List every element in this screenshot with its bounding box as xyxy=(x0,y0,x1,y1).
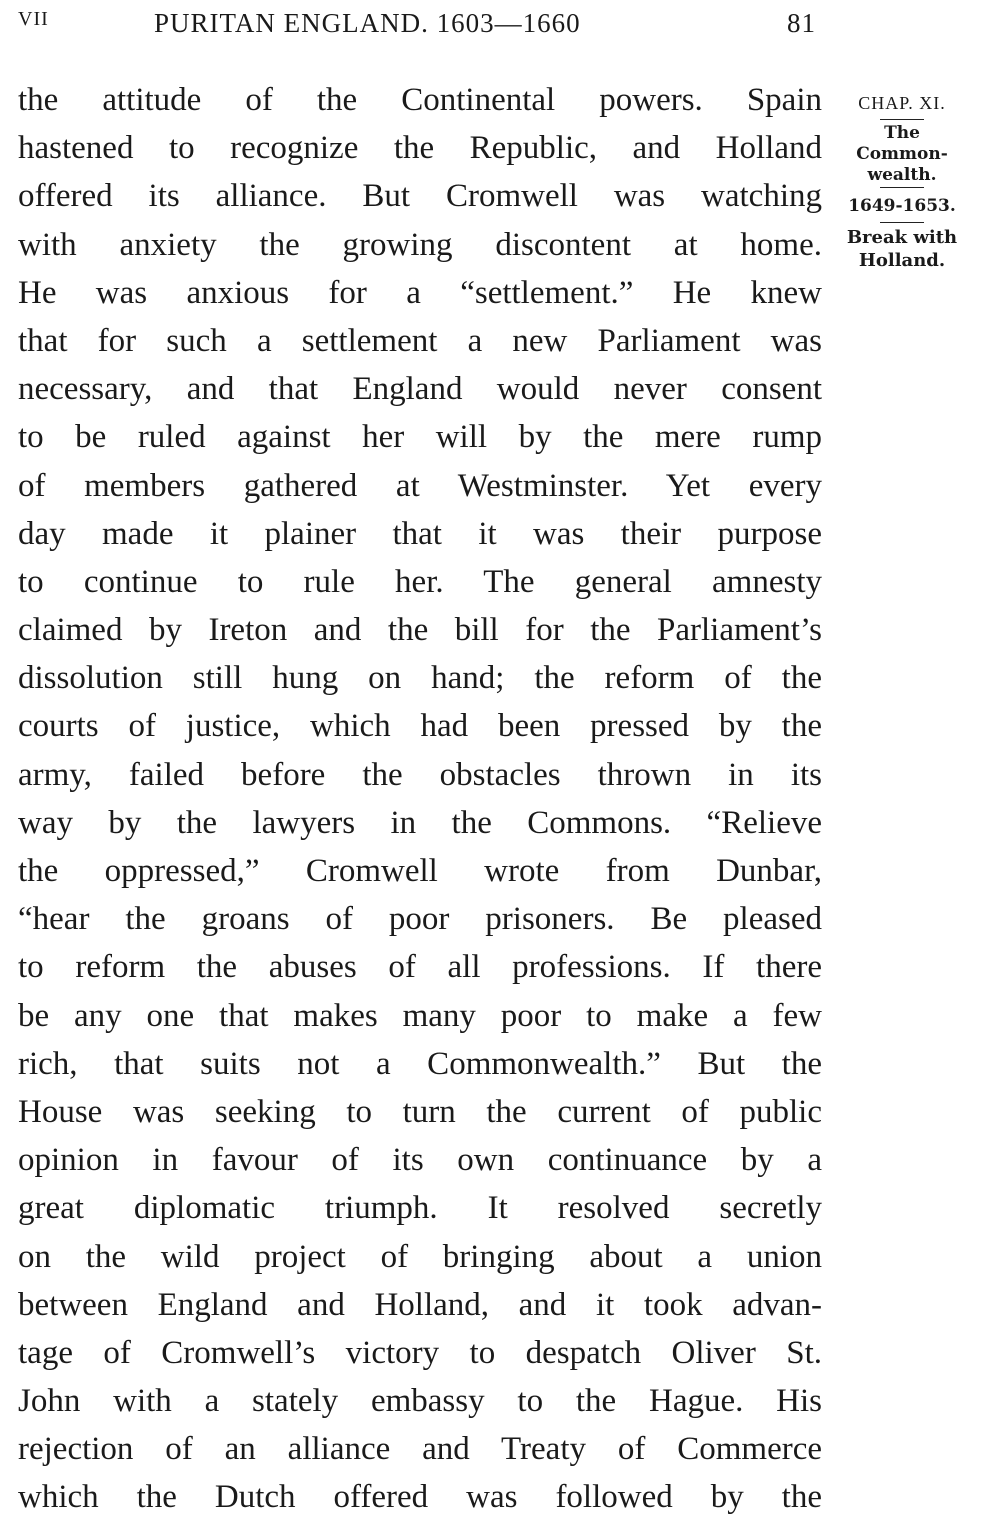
margin-section-title xyxy=(832,123,972,186)
text-line: day made it plainer that it was their purpose xyxy=(18,515,822,552)
text-line: of members gathered at Westminster. Yet every xyxy=(18,467,822,504)
text-line: rich, that suits not a Commonwealth.” But the xyxy=(18,1045,822,1082)
text-line: way by the lawyers in the Commons. “Relieve xyxy=(18,804,822,841)
margin-notes xyxy=(832,88,972,272)
margin-section-line: Common- xyxy=(856,144,948,164)
text-line: with anxiety the growing discontent at home. xyxy=(18,226,822,263)
text-line: which the Dutch offered was followed by the xyxy=(18,1479,822,1516)
text-line: courts of justice, which had been pressed by the xyxy=(18,708,822,745)
margin-chapter-label: CHAP. XI. xyxy=(858,93,946,113)
margin-divider xyxy=(880,222,924,223)
margin-topic xyxy=(832,226,972,272)
text-line: tage of Cromwell’s victory to despatch Oliver St. xyxy=(18,1334,822,1371)
text-line: to be ruled against her will by the mere rump xyxy=(18,419,822,456)
text-line: John with a stately embassy to the Hague. His xyxy=(18,1383,822,1420)
text-line: necessary, and that England would never consent xyxy=(18,371,822,408)
text-line: army, failed before the obstacles thrown in its xyxy=(18,756,822,793)
text-line: to reform the abuses of all professions. If there xyxy=(18,949,822,986)
text-line: the oppressed,” Cromwell wrote from Dunbar, xyxy=(18,853,822,889)
text-line: rejection of an alliance and Treaty of Commerce xyxy=(18,1431,822,1468)
text-line: claimed by Ireton and the bill for the Parliament’s xyxy=(18,612,822,649)
page-number: 81 xyxy=(787,8,816,38)
book-title: PURITAN ENGLAND. 1603—1660 xyxy=(154,8,581,38)
text-line: on the wild project of bringing about a union xyxy=(18,1238,822,1275)
text-line: He was anxious for a “settlement.” He knew xyxy=(18,274,822,311)
text-line: the attitude of the Continental powers. Spain xyxy=(18,82,822,118)
text-line: great diplomatic triumph. It resolved secretly xyxy=(18,1190,822,1227)
margin-dates: 1649-1653. xyxy=(848,196,956,216)
text-line: “hear the groans of poor prisoners. Be pleased xyxy=(18,901,822,938)
body-text xyxy=(18,76,822,1522)
text-line: be any one that makes many poor to make a few xyxy=(18,997,822,1034)
margin-divider xyxy=(880,187,924,188)
text-line: between England and Holland, and it took advan- xyxy=(18,1286,822,1323)
margin-divider xyxy=(880,119,924,120)
margin-section-line: wealth. xyxy=(867,165,937,185)
margin-section-line: The xyxy=(884,123,920,143)
text-line: hastened to recognize the Republic, and Holland xyxy=(18,130,822,167)
text-line: dissolution still hung on hand; the reform of the xyxy=(18,660,822,697)
margin-topic-line: Break with xyxy=(846,227,958,248)
text-line: to continue to rule her. The general amnesty xyxy=(18,563,822,600)
margin-topic-line: Holland. xyxy=(858,250,946,271)
text-line: opinion in favour of its own continuance by a xyxy=(18,1142,822,1179)
text-line: that for such a settlement a new Parliament was xyxy=(18,322,822,359)
chapter-numeral: VII xyxy=(18,8,49,30)
text-line: offered its alliance. But Cromwell was watching xyxy=(18,178,822,215)
running-head xyxy=(18,8,818,44)
text-line: House was seeking to turn the current of public xyxy=(18,1093,822,1130)
